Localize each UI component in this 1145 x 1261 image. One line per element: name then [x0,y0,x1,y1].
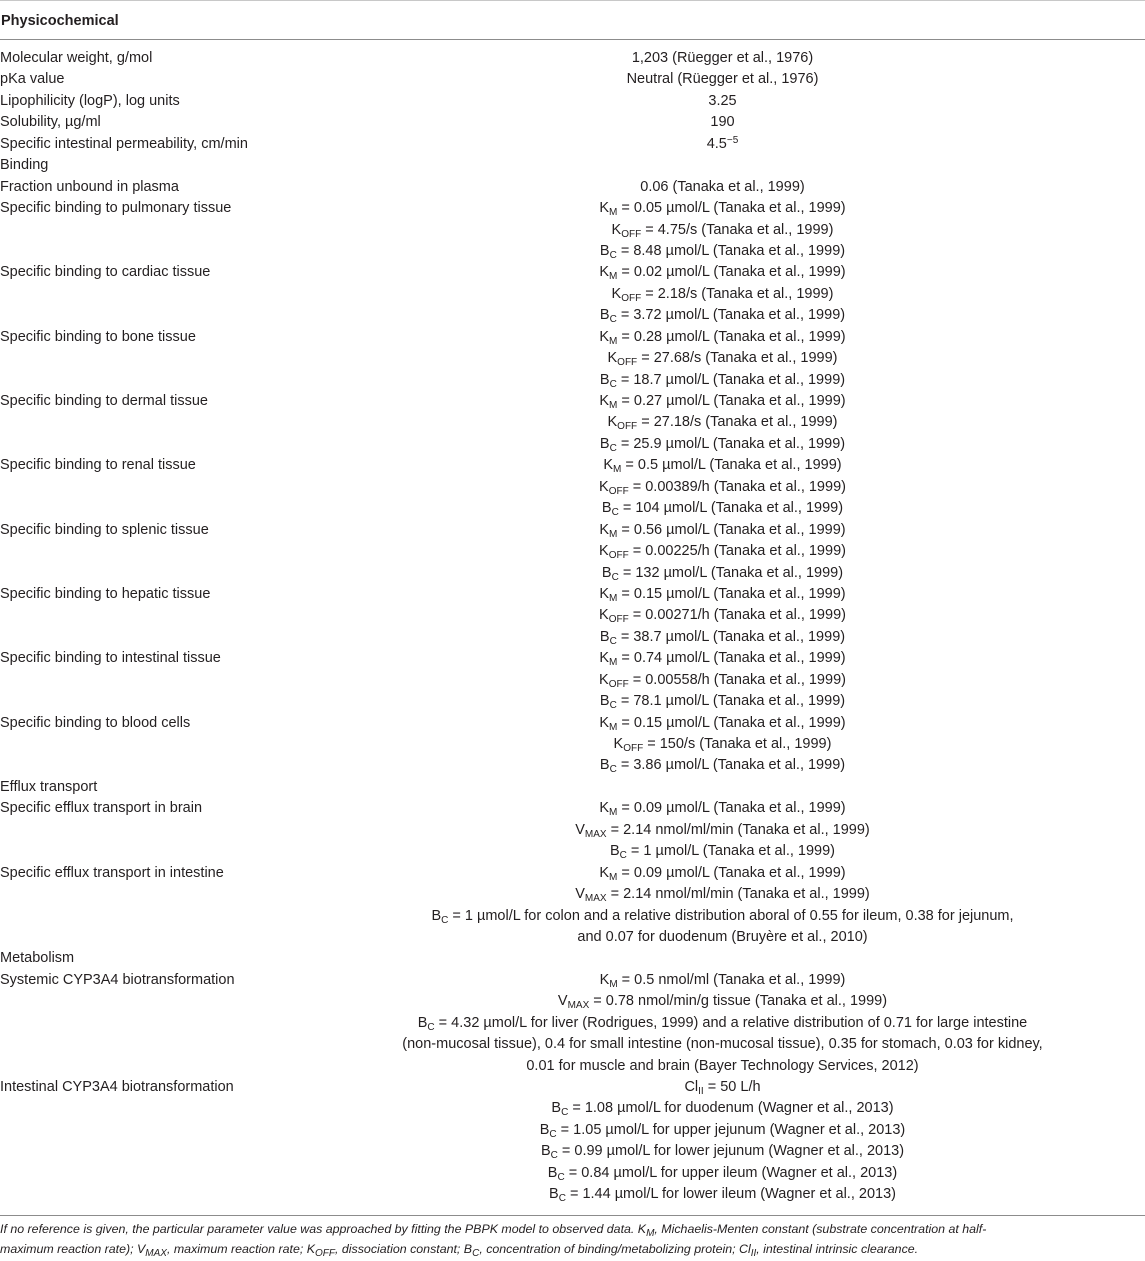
subscript: C [472,1248,480,1259]
text-run: 0.06 (Tanaka et al., 1999) [640,178,805,195]
table-row [0,262,1145,326]
text-run: = 18.7 µmol/L (Tanaka et al., 1999) [616,371,846,388]
table-row [0,970,1145,1077]
parameter-cell [0,112,300,133]
parameter-label: Specific binding to hepatic tissue [0,585,211,602]
table-top-rule [0,0,1145,1]
text-run: K [611,285,622,302]
text-run: K [607,414,618,431]
text-run: B [599,757,610,774]
subscript: C [609,378,617,390]
table-row [0,112,1145,133]
text-run: B [549,1186,559,1203]
parameter-cell [0,648,300,669]
subscript: C [441,914,449,926]
text-run: B [599,693,610,710]
text-run: = 0.09 µmol/L (Tanaka et al., 1999) [617,864,846,881]
value-line [300,627,1145,648]
subscript: C [611,571,619,583]
subscript: II [750,1248,757,1259]
subscript: M [609,807,618,819]
value-cell [300,262,1145,326]
value-line [300,48,1145,69]
text-run: = 4.32 µmol/L for liver (Rodrigues, 1999) and a relative distribution of 0.71 for large intestine [434,1014,1028,1031]
parameter-label: Specific binding to bone tissue [0,328,196,345]
text-run: = 78.1 µmol/L (Tanaka et al., 1999) [616,693,846,710]
value-cell [300,584,1145,648]
value-line [300,348,1145,369]
header-title: Physicochemical [1,13,119,29]
value-line [300,863,1145,884]
value-line [300,1120,1145,1141]
text-run: = 50 L/h [703,1079,761,1095]
value-line [300,327,1145,348]
text-run: = 0.09 µmol/L (Tanaka et al., 1999) [617,800,846,817]
value-cell [300,91,1145,112]
text-run: = 3.72 µmol/L (Tanaka et al., 1999) [616,307,846,324]
text-run: = 27.68/s (Tanaka et al., 1999) [637,350,838,367]
subscript: M [609,592,618,604]
table-body [0,48,1145,1206]
subscript: II [698,1086,704,1097]
text-run: = 0.00389/h (Tanaka et al., 1999) [628,478,846,495]
text-run: B [599,371,610,388]
parameter-label: Lipophilicity (logP), log units [0,92,180,109]
subscript: C [557,1171,565,1183]
table-row [0,455,1145,519]
table-row [0,391,1145,455]
superscript: −5 [726,134,739,146]
value-line [300,691,1145,712]
parameter-label: Specific binding to cardiac tissue [0,264,211,281]
text-run: K [599,650,610,667]
parameter-label: Binding [0,157,49,174]
value-line [300,820,1145,841]
value-line [300,605,1145,626]
text-run: = 2.18/s (Tanaka et al., 1999) [641,285,834,302]
subscript: OFF [608,614,629,626]
value-line [300,177,1145,198]
text-run: = 0.27 µmol/L (Tanaka et al., 1999) [617,393,846,409]
text-run: B [599,628,610,645]
text-run: K [599,971,610,988]
table-row [0,713,1145,777]
text-run: (non-mucosal tissue), 0.4 for small intestine (non-mucosal tissue), 0.35 for stomach, 0.03 for kidney, [402,1036,1043,1053]
subscript: M [609,271,618,283]
subscript: OFF [315,1248,336,1259]
value-cell [300,112,1145,133]
text-run: B [551,1100,562,1117]
subscript: C [609,635,617,647]
value-line [300,1034,1145,1055]
subscript: M [609,657,618,669]
subscript: C [609,249,617,261]
text-run: = 25.9 µmol/L (Tanaka et al., 1999) [616,435,846,452]
parameter-label: Specific intestinal permeability, cm/min [0,135,248,152]
parameter-cell [0,177,300,198]
value-line [300,584,1145,605]
table-row [0,134,1145,155]
text-run: 1,203 (Rüegger et al., 1976) [631,50,814,66]
text-run: = 0.15 µmol/L (Tanaka et al., 1999) [617,585,846,602]
parameter-cell [0,1077,300,1098]
value-cell [300,798,1145,862]
parameter-cell [0,48,300,69]
value-line [300,713,1145,734]
parameter-label: Efflux transport [0,778,98,795]
value-line [300,1098,1145,1119]
subscript: C [561,1107,569,1119]
table-footnote [0,1220,1135,1260]
value-line [300,798,1145,819]
text-run: B [601,500,612,517]
parameter-label: Systemic CYP3A4 biotransformation [0,971,235,988]
parameter-cell [0,155,300,176]
parameter-label: Specific binding to dermal tissue [0,393,208,409]
text-run: = 150/s (Tanaka et al., 1999) [643,736,832,752]
text-run: = 0.84 µmol/L for upper ileum (Wagner et al., 2013) [564,1164,898,1181]
subscript: C [427,1021,435,1033]
value-line [300,734,1145,755]
subscript: C [611,507,619,519]
text-run: K [599,521,610,538]
subscript: C [550,1150,558,1162]
subscript: C [609,700,617,712]
subscript: C [558,1193,566,1205]
subscript: MAX [567,1000,590,1012]
text-run: K [599,264,610,281]
text-run: = 0.5 nmol/ml (Tanaka et al., 1999) [617,971,846,988]
value-line [300,134,1145,155]
parameter-cell [0,134,300,155]
text-run: = 1.05 µmol/L for upper jejunum (Wagner et al., 2013) [556,1121,906,1138]
subscript: M [609,528,618,540]
text-run: = 1 µmol/L for colon and a relative distribution aboral of 0.55 for ileum, 0.38 for jejunum, [448,907,1014,924]
text-run: B [601,564,612,581]
subscript: OFF [617,421,638,433]
value-cell [300,198,1145,262]
value-line [300,906,1145,927]
subscript: MAX [584,828,607,840]
value-line [300,648,1145,669]
table-row [0,777,1145,798]
text-run: = 104 µmol/L (Tanaka et al., 1999) [618,500,844,517]
subscript: M [609,207,618,219]
table-row [0,948,1145,969]
text-run: = 132 µmol/L (Tanaka et al., 1999) [618,564,844,581]
header-rule [0,39,1145,40]
value-cell [300,391,1145,455]
parameter-cell [0,863,300,884]
value-line [300,520,1145,541]
text-run: K [599,543,609,560]
text-run: K [603,457,614,474]
parameter-label: Intestinal CYP3A4 biotransformation [0,1079,234,1095]
value-cell [300,48,1145,69]
parameter-label: Specific binding to blood cells [0,714,191,731]
subscript: M [609,400,618,411]
table-row [0,798,1145,862]
table-header [0,3,1145,39]
footnote-line-1 [0,1222,987,1239]
parameter-label: pKa value [0,71,65,88]
parameter-cell [0,948,300,969]
table-row [0,155,1145,176]
subscript: OFF [623,743,644,754]
parameter-cell [0,262,300,283]
text-run: = 0.15 µmol/L (Tanaka et al., 1999) [617,714,846,731]
text-run: K [599,714,610,731]
table-bottom-rule [0,1215,1145,1216]
value-line [300,455,1145,476]
subscript: M [646,1228,655,1239]
text-run: V [557,993,568,1010]
value-line [300,112,1145,133]
parameter-label: Metabolism [0,950,75,967]
parameter-label: Specific binding to intestinal tissue [0,650,221,667]
text-run: K [599,585,610,602]
value-line [300,563,1145,584]
value-line [300,1013,1145,1034]
text-run: , concentration of binding/metabolizing protein; Cl [479,1242,751,1256]
text-run: = 1 µmol/L (Tanaka et al., 1999) [626,843,836,860]
value-line [300,1184,1145,1205]
subscript: M [609,978,618,990]
table-row [0,177,1145,198]
parameter-cell [0,198,300,219]
text-run: = 3.86 µmol/L (Tanaka et al., 1999) [616,757,846,774]
text-run: = 2.14 nmol/ml/min (Tanaka et al., 1999) [606,886,870,903]
text-run: K [599,864,610,881]
text-run: K [599,800,610,817]
value-line [300,69,1145,90]
text-run: = 0.56 µmol/L (Tanaka et al., 1999) [617,521,846,538]
text-run: B [539,1121,550,1138]
text-run: = 2.14 nmol/ml/min (Tanaka et al., 1999) [606,821,870,838]
text-run: = 1.44 µmol/L for lower ileum (Wagner et al., 2013) [565,1186,896,1203]
subscript: MAX [145,1248,167,1259]
subscript: OFF [621,228,642,240]
value-line [300,305,1145,326]
subscript: OFF [608,678,629,690]
text-run: B [599,242,610,259]
text-run: = 0.28 µmol/L (Tanaka et al., 1999) [617,328,846,345]
footnote-line-2 [0,1242,919,1259]
value-line [300,91,1145,112]
table-row [0,69,1145,90]
parameter-label: Fraction unbound in plasma [0,178,179,195]
text-run: B [547,1164,558,1181]
text-run: V [575,886,585,903]
value-cell [300,327,1145,391]
text-run: K [599,200,610,217]
parameter-cell [0,777,300,798]
value-line [300,391,1145,412]
subscript: M [613,464,622,476]
subscript: OFF [617,357,638,369]
value-line [300,412,1145,433]
subscript: M [609,335,618,347]
subscript: C [549,1128,557,1140]
table-row [0,584,1145,648]
value-line [300,498,1145,519]
table-row [0,48,1145,69]
value-line [300,541,1145,562]
text-run: B [609,843,620,860]
text-run: = 0.00558/h (Tanaka et al., 1999) [628,671,846,688]
subscript: OFF [608,550,629,562]
parameter-cell [0,970,300,991]
parameter-label: Molecular weight, g/mol [0,50,153,66]
value-cell [300,970,1145,1077]
text-run: = 8.48 µmol/L (Tanaka et al., 1999) [616,242,846,259]
text-run: If no reference is given, the particular parameter value was approached by fitting the PBPK model to observed data. K [0,1222,647,1236]
subscript: M [609,871,618,883]
text-run: K [599,478,609,495]
table-row [0,863,1145,949]
text-run: = 0.99 µmol/L for lower jejunum (Wagner et al., 2013) [557,1143,905,1160]
text-run: B [540,1143,551,1160]
value-line [300,970,1145,991]
text-run: K [599,607,609,624]
text-run: 3.25 [708,92,737,109]
text-run: , dissociation constant; B [335,1242,473,1256]
subscript: MAX [584,893,607,905]
value-line [300,198,1145,219]
subscript: OFF [621,292,642,304]
text-run: B [417,1014,428,1031]
parameter-label: Solubility, µg/ml [0,114,101,131]
text-run: B [599,307,610,324]
subscript: M [609,721,618,733]
table-row [0,1077,1145,1206]
value-line [300,1141,1145,1162]
text-run: = 0.74 µmol/L (Tanaka et al., 1999) [617,650,846,667]
parameter-cell [0,520,300,541]
parameter-cell [0,69,300,90]
table-row [0,198,1145,262]
parameter-label: Specific binding to renal tissue [0,457,196,474]
value-line [300,884,1145,905]
text-run: Cl [684,1079,699,1095]
text-run: K [613,736,624,752]
text-run: maximum reaction rate); V [0,1242,146,1256]
text-run: K [599,671,609,688]
text-run: K [607,350,618,367]
value-line [300,755,1145,776]
value-line [300,220,1145,241]
text-run: = 0.05 µmol/L (Tanaka et al., 1999) [617,200,846,217]
value-line [300,1163,1145,1184]
text-run: and 0.07 for duodenum (Bruyère et al., 2010) [577,928,868,945]
table-row [0,327,1145,391]
subscript: C [609,442,617,454]
text-run: V [575,821,585,838]
value-line [300,1077,1145,1098]
parameter-cell [0,584,300,605]
value-line [300,841,1145,862]
subscript: OFF [608,485,629,497]
parameter-cell [0,327,300,348]
text-run: 4.5 [706,135,727,152]
table-row [0,520,1145,584]
value-line [300,991,1145,1012]
subscript: C [619,850,627,862]
text-run: 0.01 for muscle and brain (Bayer Technology Services, 2012) [526,1057,919,1074]
value-cell [300,1077,1145,1206]
value-cell [300,713,1145,777]
value-line [300,434,1145,455]
table-row [0,648,1145,712]
parameter-label: Specific binding to pulmonary tissue [0,200,232,217]
value-line [300,370,1145,391]
value-line [300,1056,1145,1077]
text-run: = 0.00225/h (Tanaka et al., 1999) [628,543,846,560]
value-line [300,670,1145,691]
value-line [300,927,1145,948]
parameter-cell [0,713,300,734]
text-run: = 1.08 µmol/L for duodenum (Wagner et al., 2013) [568,1100,894,1117]
text-run: = 38.7 µmol/L (Tanaka et al., 1999) [616,628,846,645]
text-run: K [611,221,622,238]
text-run: 190 [710,114,735,131]
value-line [300,284,1145,305]
value-line [300,262,1145,283]
text-run: , intestinal intrinsic clearance. [756,1242,919,1256]
text-run: K [599,393,610,409]
text-run: B [431,907,442,924]
text-run: Neutral (Rüegger et al., 1976) [626,71,819,88]
text-run: = 0.00271/h (Tanaka et al., 1999) [628,607,846,624]
value-cell [300,134,1145,155]
value-cell [300,177,1145,198]
table-row [0,91,1145,112]
value-cell [300,455,1145,519]
parameter-cell [0,391,300,412]
value-cell [300,520,1145,584]
text-run: B [599,435,610,452]
value-cell [300,69,1145,90]
text-run: = 27.18/s (Tanaka et al., 1999) [637,414,838,431]
parameter-cell [0,91,300,112]
value-line [300,477,1145,498]
parameter-label: Specific efflux transport in intestine [0,864,224,881]
text-run: = 0.5 µmol/L (Tanaka et al., 1999) [621,457,842,474]
value-line [300,241,1145,262]
text-run: , Michaelis-Menten constant (substrate concentration at half- [654,1222,987,1236]
subscript: C [609,764,617,776]
value-cell [300,648,1145,712]
text-run: = 0.78 nmol/min/g tissue (Tanaka et al., 1999) [589,993,888,1010]
text-run: , maximum reaction rate; K [166,1242,316,1256]
text-run: K [599,328,610,345]
parameter-label: Specific binding to splenic tissue [0,521,209,538]
subscript: C [609,314,617,326]
parameter-cell [0,455,300,476]
text-run: = 0.02 µmol/L (Tanaka et al., 1999) [617,264,846,281]
parameter-cell [0,798,300,819]
value-cell [300,863,1145,949]
parameter-label: Specific efflux transport in brain [0,800,203,817]
text-run: = 4.75/s (Tanaka et al., 1999) [641,221,834,238]
